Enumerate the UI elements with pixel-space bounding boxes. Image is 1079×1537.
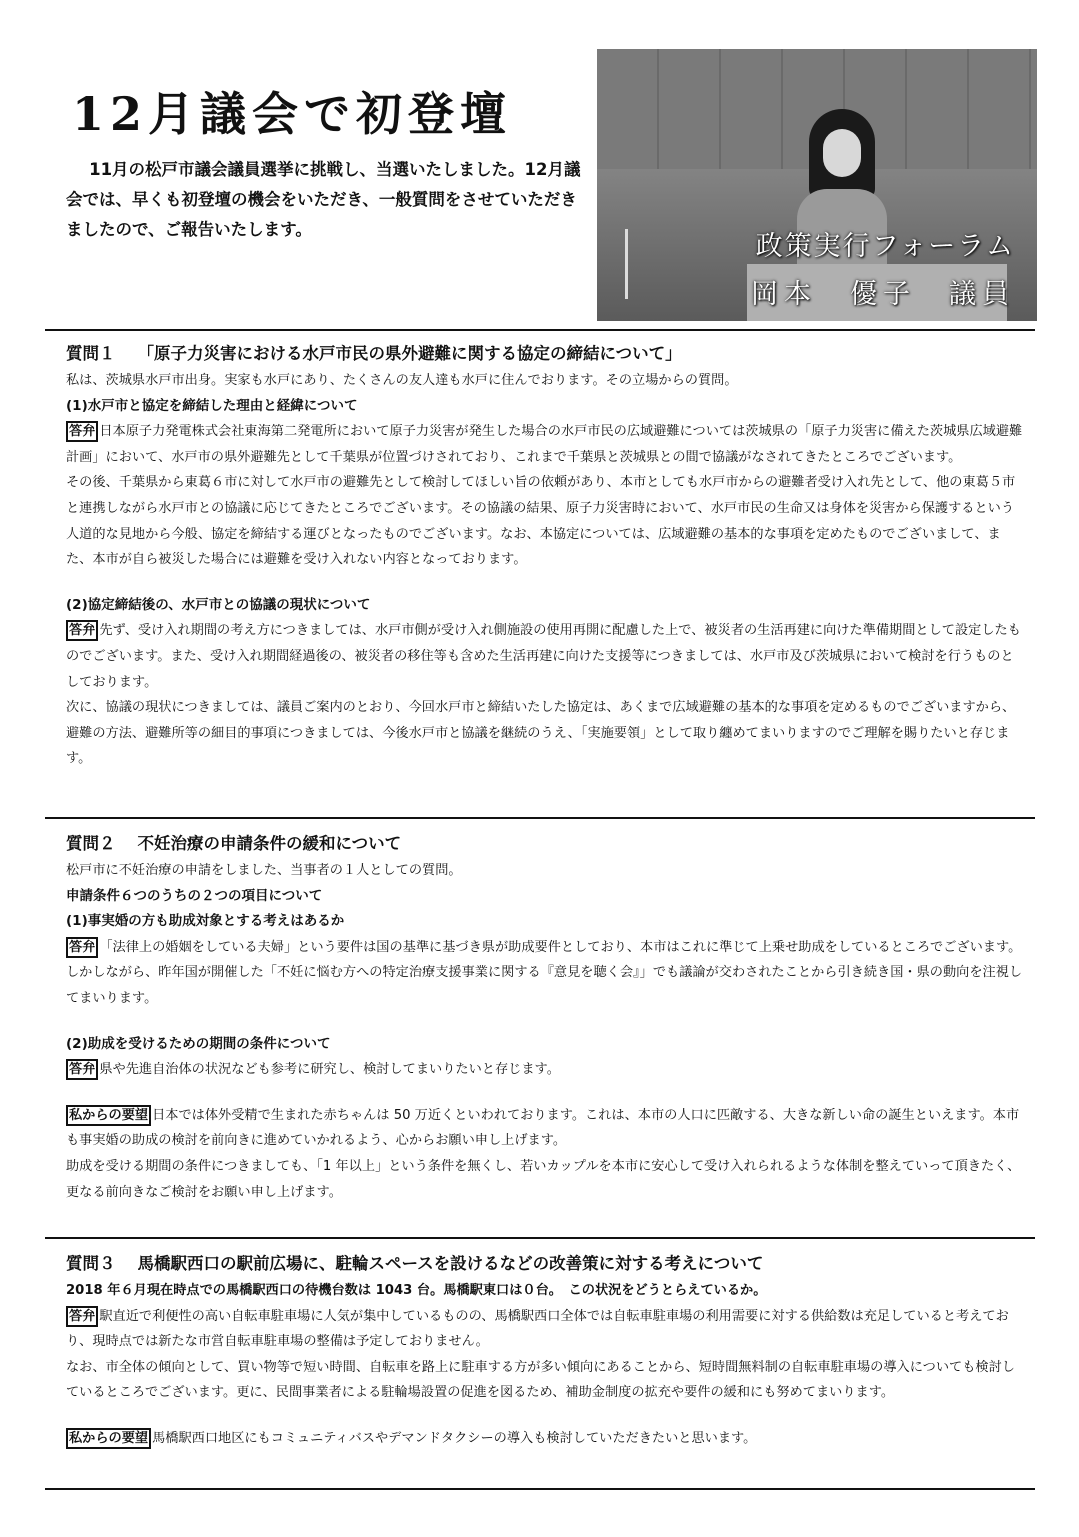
question-1-section [66,340,1026,772]
question-1-sub2-answer: 先ず、受け入れ期間の考え方につきましては、水戸市側が受け入れ側施設の使用再開に配慮した上で、被災者の生活再建に向けた準備期間として設定したものでございます。また、受け入れ期間経過後の、被災者の移住等も含めた生活再建に向けた支援等につきましては、水戸市及び茨城県において検討を行うものとしております。 [66,623,1021,690]
microphone-icon [625,229,628,299]
question-2-number: 質問２ [66,834,116,853]
question-2-sub1-answer-block [66,935,1026,1012]
question-1-sub2: (2)協定締結後の、水戸市との協議の現状について [66,596,371,613]
answer-label: 答弁 [66,620,98,641]
question-2-request-block [66,1103,1026,1154]
section-divider [45,817,1035,819]
question-1-number: 質問１ [66,344,116,363]
section-divider [45,329,1035,331]
question-2-request: 日本では体外受精で生まれた赤ちゃんは 50 万近くといわれております。これは、本市の人口に匹敵する、大きな新しい命の誕生といえます。本市も事実婚の助成の検討を前向きに進めていかれるよう、心からお願い申し上げます。 [66,1107,1020,1149]
request-label: 私からの要望 [66,1428,151,1449]
question-1-sub2-answer-block [66,618,1026,695]
question-3-section [66,1250,1026,1452]
answer-label: 答弁 [66,937,98,958]
council-member-photo [597,49,1037,321]
photo-caption-party: 政策実行フォーラム [755,231,1015,262]
question-2-sub2-answer: 県や先進自治体の状況なども参考に研究し、検討してまいりたいと存じます。 [99,1062,560,1078]
question-3-number: 質問３ [66,1254,116,1273]
question-3-heading [66,1250,1026,1278]
question-2-sub1-answer: 「法律上の婚姻をしている夫婦」という要件は国の基準に基づき県が助成要件としており、本市はこれに準じて上乗せ助成をしているところでございます。しかしながら、昨年国が開催した「不妊に悩む方への特定治療支援事業に関する『意見を聴く会』」でも議論が交わされたことから引き続き国・県の動向を注視してまいります。 [66,939,1023,1006]
question-2-heading [66,830,1026,858]
answer-label: 答弁 [66,421,98,442]
question-2-section [66,830,1026,1205]
answer-label: 答弁 [66,1059,98,1080]
question-2-title: 不妊治療の申請条件の緩和について [137,834,402,853]
speaker-face [823,129,861,177]
question-1-intro: 私は、茨城県水戸市出身。実家も水戸にあり、たくさんの友人達も水戸に住んでおります。その立場からの質問。 [66,373,738,388]
question-1-sub2-answer-2: 次に、協議の現状につきましては、議員ご案内のとおり、今回水戸市と締結いたした協定は、あくまで広域避難の基本的な事項を定めるものでございますから、避難の方法、避難所等の細目的事項につきましては、今後水戸市と協議を継続のうえ、「実施要領」として取り纏めてまいりますのでご理解を賜りたいと存じます。 [66,700,1016,767]
question-1-heading [66,340,1026,368]
question-2-sub2: (2)助成を受けるための期間の条件について [66,1035,331,1052]
question-3-title: 馬橋駅西口の駅前広場に、駐輪スペースを設けるなどの改善策に対する考えについて [137,1254,764,1273]
question-2-intro: 松戸市に不妊治療の申請をしました、当事者の１人としての質問。 [66,863,462,878]
page-title: 12月議会で初登壇 [72,87,513,141]
question-2-sub2-answer-block [66,1057,1026,1083]
photo-caption-name: 岡本 優子 議員 [751,279,1015,310]
question-1-sub1-answer: 日本原子力発電株式会社東海第二発電所において原子力災害が発生した場合の水戸市民の広域避難については茨城県の「原子力災害に備えた茨城県広域避難計画」において、水戸市の県外避難先として千葉県が位置づけされており、これまで千葉県と茨城県との間で協議がなされてきたところでございます。 [66,424,1023,465]
question-3-intro: 2018 年６月現在時点での馬橋駅西口の待機台数は 1043 台。馬橋駅東口は０台。 この状況をどうとらえているか。 [66,1283,767,1298]
question-3-answer-2: なお、市全体の傾向として、買い物等で短い時間、自転車を路上に駐車する方が多い傾向にあることから、短時間無料制の自転車駐車場の導入についても検討しているところでございます。更に、民間事業者による駐輪場設置の促進を図るため、補助金制度の拡充や要件の緩和にも努めてまいります。 [66,1359,1015,1401]
answer-label: 答弁 [66,1306,98,1327]
section-divider [45,1237,1035,1239]
question-2-intro-2: 申請条件６つのうちの２つの項目について [66,887,323,904]
question-2-request-2: 助成を受ける期間の条件につきましても、「1 年以上」という条件を無くし、若いカップルを本市に安心して受け入れられるような体制を整えていって頂きたく、更なる前向きなご検討をお願い申し上げます。 [66,1158,1021,1200]
question-3-request: 馬橋駅西口地区にもコミュニティバスやデマンドタクシーの導入も検討していただきたいと思います。 [152,1430,757,1446]
question-3-request-block [66,1426,1026,1452]
question-2-sub1: (1)事実婚の方も助成対象とする考えはあるか [66,913,345,930]
question-1-sub1-answer-block [66,419,1026,470]
question-3-answer-block [66,1304,1026,1355]
question-1-sub1: (1)水戸市と協定を締結した理由と経緯について [66,397,358,414]
question-1-title: 「原子力災害における水戸市民の県外避難に関する協定の締結について」 [137,344,682,363]
question-3-answer: 駅直近で利便性の高い自転車駐車場に人気が集中しているものの、馬橋駅西口全体では自転車駐車場の利用需要に対する供給数は充足していると考えており、現時点では新たな市営自転車駐車場の整備は予定しておりません。 [66,1308,1009,1350]
intro-paragraph: 11月の松戸市議会議員選挙に挑戦し、当選いたしました。12月議会では、早くも初登壇の機会をいただき、一般質問をさせていただきましたので、ご報告いたします。 [66,160,581,239]
request-label: 私からの要望 [66,1105,151,1126]
question-1-sub1-answer-2: その後、千葉県から東葛６市に対して水戸市の避難先として検討してほしい旨の依頼があり、本市としても水戸市からの避難者受け入れ先として、他の東葛５市と連携しながら水戸市との協議に応じてきたところでございます。その協議の結果、原子力災害時において、水戸市民の生命又は身体を災害から保護するという人道的な見地から今般、協定を締結する運びとなったものでございます。なお、本協定については、広域避難の基本的な事項を定めたものでございまして、また、本市が自ら被災した場合には避難を受け入れない内容となっております。 [66,475,1016,568]
section-divider [45,1488,1035,1490]
